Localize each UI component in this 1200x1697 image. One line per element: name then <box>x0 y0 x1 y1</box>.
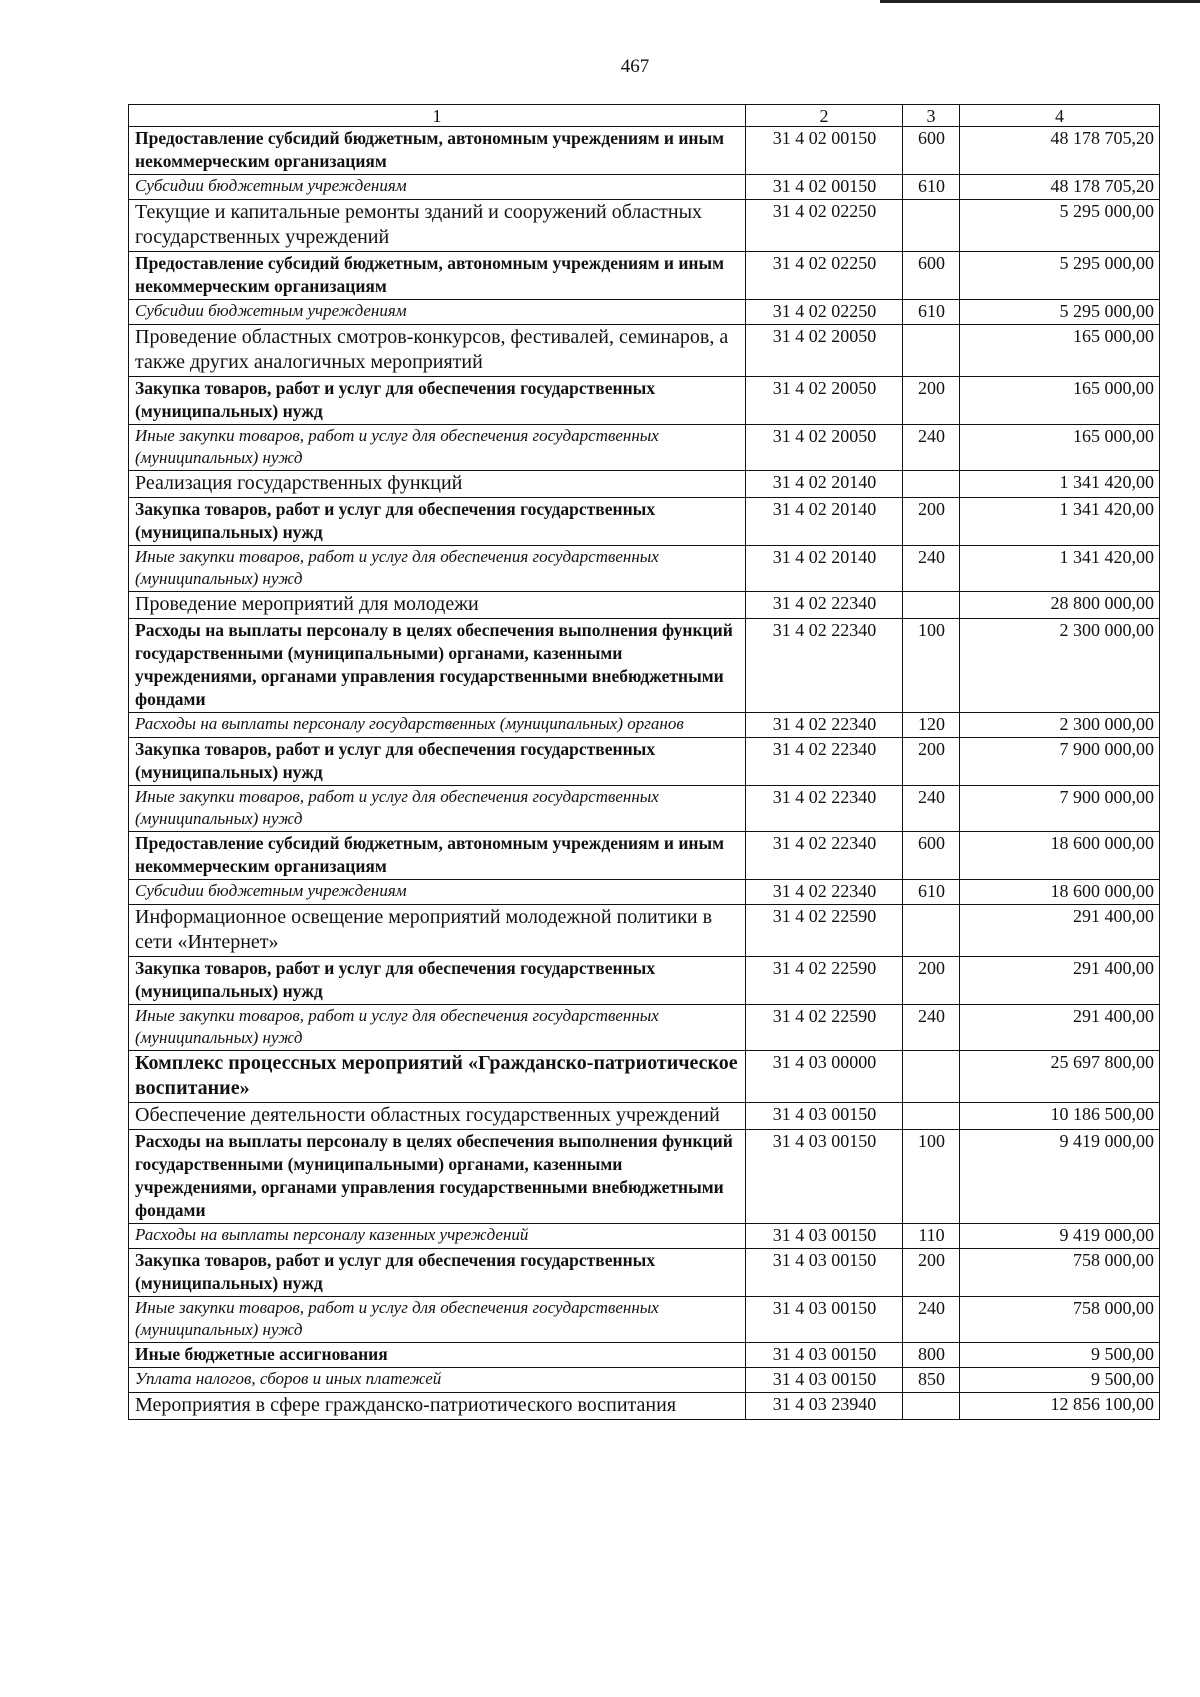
cell-target-article-code: 31 4 02 22590 <box>746 1005 903 1051</box>
table-row <box>129 832 1160 880</box>
table-row <box>129 619 1160 713</box>
cell-amount: 291 400,00 <box>960 905 1160 957</box>
cell-target-article-code: 31 4 02 22340 <box>746 738 903 786</box>
table-row <box>129 1368 1160 1393</box>
cell-expense-type: 850 <box>903 1368 960 1393</box>
cell-target-article-code: 31 4 03 00000 <box>746 1051 903 1103</box>
cell-expense-type: 100 <box>903 619 960 713</box>
cell-expense-type: 200 <box>903 1249 960 1297</box>
cell-amount: 2 300 000,00 <box>960 713 1160 738</box>
table-body <box>129 127 1160 1420</box>
table-row <box>129 713 1160 738</box>
cell-target-article-code: 31 4 03 00150 <box>746 1224 903 1249</box>
cell-amount: 48 178 705,20 <box>960 127 1160 175</box>
cell-description: Закупка товаров, работ и услуг для обеспечения государственных (муниципальных) нужд <box>129 498 746 546</box>
cell-description: Закупка товаров, работ и услуг для обеспечения государственных (муниципальных) нужд <box>129 1249 746 1297</box>
cell-amount: 5 295 000,00 <box>960 200 1160 252</box>
column-header-type: 3 <box>903 105 960 127</box>
cell-target-article-code: 31 4 02 02250 <box>746 252 903 300</box>
cell-expense-type: 200 <box>903 377 960 425</box>
budget-table <box>128 104 1160 1420</box>
cell-expense-type: 200 <box>903 957 960 1005</box>
cell-description: Проведение мероприятий для молодежи <box>129 592 746 619</box>
cell-expense-type: 600 <box>903 832 960 880</box>
cell-amount: 1 341 420,00 <box>960 471 1160 498</box>
cell-description: Информационное освещение мероприятий молодежной политики в сети «Интернет» <box>129 905 746 957</box>
cell-target-article-code: 31 4 02 22590 <box>746 905 903 957</box>
cell-description: Расходы на выплаты персоналу в целях обеспечения выполнения функций государственными (муниципальными) органами, казенными учреждениями, органами управления государственными внебюджетными фондами <box>129 1130 746 1224</box>
cell-expense-type: 240 <box>903 546 960 592</box>
cell-amount: 165 000,00 <box>960 377 1160 425</box>
cell-target-article-code: 31 4 03 00150 <box>746 1249 903 1297</box>
cell-expense-type <box>903 471 960 498</box>
table-header-row <box>129 105 1160 127</box>
cell-description: Субсидии бюджетным учреждениям <box>129 300 746 325</box>
table-row <box>129 1224 1160 1249</box>
cell-amount: 10 186 500,00 <box>960 1103 1160 1130</box>
table-row <box>129 127 1160 175</box>
cell-target-article-code: 31 4 02 22340 <box>746 832 903 880</box>
column-header-code: 2 <box>746 105 903 127</box>
cell-expense-type: 610 <box>903 175 960 200</box>
table-row <box>129 546 1160 592</box>
table-row <box>129 1393 1160 1420</box>
table-row <box>129 1130 1160 1224</box>
cell-target-article-code: 31 4 02 02250 <box>746 200 903 252</box>
table-row <box>129 786 1160 832</box>
cell-target-article-code: 31 4 02 02250 <box>746 300 903 325</box>
cell-description: Субсидии бюджетным учреждениям <box>129 175 746 200</box>
cell-expense-type: 120 <box>903 713 960 738</box>
cell-description: Иные бюджетные ассигнования <box>129 1343 746 1368</box>
cell-amount: 28 800 000,00 <box>960 592 1160 619</box>
table-row <box>129 592 1160 619</box>
cell-amount: 25 697 800,00 <box>960 1051 1160 1103</box>
cell-amount: 12 856 100,00 <box>960 1393 1160 1420</box>
cell-description: Иные закупки товаров, работ и услуг для обеспечения государственных (муниципальных) нужд <box>129 1297 746 1343</box>
table-row <box>129 252 1160 300</box>
cell-target-article-code: 31 4 02 22340 <box>746 880 903 905</box>
cell-target-article-code: 31 4 02 22340 <box>746 592 903 619</box>
cell-amount: 9 500,00 <box>960 1368 1160 1393</box>
cell-target-article-code: 31 4 03 00150 <box>746 1297 903 1343</box>
cell-expense-type <box>903 592 960 619</box>
cell-target-article-code: 31 4 02 22340 <box>746 619 903 713</box>
cell-expense-type <box>903 1393 960 1420</box>
cell-expense-type: 110 <box>903 1224 960 1249</box>
cell-amount: 758 000,00 <box>960 1249 1160 1297</box>
column-header-sum: 4 <box>960 105 1160 127</box>
cell-target-article-code: 31 4 02 20050 <box>746 377 903 425</box>
cell-description: Мероприятия в сфере гражданско-патриотического воспитания <box>129 1393 746 1420</box>
table-row <box>129 425 1160 471</box>
cell-description: Иные закупки товаров, работ и услуг для обеспечения государственных (муниципальных) нужд <box>129 1005 746 1051</box>
cell-target-article-code: 31 4 03 00150 <box>746 1103 903 1130</box>
cell-description: Закупка товаров, работ и услуг для обеспечения государственных (муниципальных) нужд <box>129 377 746 425</box>
table-row <box>129 471 1160 498</box>
cell-expense-type: 610 <box>903 300 960 325</box>
cell-target-article-code: 31 4 02 20140 <box>746 498 903 546</box>
table-row <box>129 1343 1160 1368</box>
cell-description: Иные закупки товаров, работ и услуг для обеспечения государственных (муниципальных) нужд <box>129 546 746 592</box>
cell-expense-type <box>903 325 960 377</box>
cell-expense-type: 240 <box>903 1005 960 1051</box>
cell-expense-type: 200 <box>903 498 960 546</box>
cell-description: Иные закупки товаров, работ и услуг для обеспечения государственных (муниципальных) нужд <box>129 425 746 471</box>
cell-target-article-code: 31 4 02 22340 <box>746 786 903 832</box>
cell-description: Обеспечение деятельности областных государственных учреждений <box>129 1103 746 1130</box>
cell-amount: 5 295 000,00 <box>960 300 1160 325</box>
table-row <box>129 1297 1160 1343</box>
cell-target-article-code: 31 4 03 23940 <box>746 1393 903 1420</box>
table-row <box>129 325 1160 377</box>
page-number: 467 <box>620 56 650 77</box>
cell-amount: 291 400,00 <box>960 957 1160 1005</box>
cell-expense-type: 600 <box>903 127 960 175</box>
table-row <box>129 175 1160 200</box>
table-row <box>129 377 1160 425</box>
cell-amount: 2 300 000,00 <box>960 619 1160 713</box>
cell-amount: 1 341 420,00 <box>960 498 1160 546</box>
top-edge-rule <box>880 0 1200 3</box>
table-row <box>129 1103 1160 1130</box>
table-row <box>129 1051 1160 1103</box>
table-row <box>129 1005 1160 1051</box>
cell-target-article-code: 31 4 03 00150 <box>746 1130 903 1224</box>
cell-description: Уплата налогов, сборов и иных платежей <box>129 1368 746 1393</box>
cell-description: Закупка товаров, работ и услуг для обеспечения государственных (муниципальных) нужд <box>129 957 746 1005</box>
cell-amount: 18 600 000,00 <box>960 832 1160 880</box>
cell-description: Комплекс процессных мероприятий «Гражданско-патриотическое воспитание» <box>129 1051 746 1103</box>
cell-description: Субсидии бюджетным учреждениям <box>129 880 746 905</box>
table-row <box>129 880 1160 905</box>
cell-amount: 165 000,00 <box>960 325 1160 377</box>
column-header-name: 1 <box>129 105 746 127</box>
cell-expense-type: 240 <box>903 786 960 832</box>
cell-target-article-code: 31 4 02 20050 <box>746 325 903 377</box>
cell-expense-type: 200 <box>903 738 960 786</box>
cell-amount: 9 419 000,00 <box>960 1224 1160 1249</box>
cell-target-article-code: 31 4 02 00150 <box>746 175 903 200</box>
table-row <box>129 200 1160 252</box>
cell-expense-type <box>903 200 960 252</box>
table-row <box>129 498 1160 546</box>
cell-target-article-code: 31 4 02 22590 <box>746 957 903 1005</box>
cell-description: Закупка товаров, работ и услуг для обеспечения государственных (муниципальных) нужд <box>129 738 746 786</box>
cell-description: Предоставление субсидий бюджетным, автономным учреждениям и иным некоммерческим организациям <box>129 832 746 880</box>
cell-amount: 18 600 000,00 <box>960 880 1160 905</box>
cell-description: Иные закупки товаров, работ и услуг для обеспечения государственных (муниципальных) нужд <box>129 786 746 832</box>
cell-expense-type: 600 <box>903 252 960 300</box>
cell-target-article-code: 31 4 02 22340 <box>746 713 903 738</box>
cell-description: Предоставление субсидий бюджетным, автономным учреждениям и иным некоммерческим организациям <box>129 127 746 175</box>
cell-amount: 5 295 000,00 <box>960 252 1160 300</box>
cell-amount: 7 900 000,00 <box>960 786 1160 832</box>
cell-amount: 165 000,00 <box>960 425 1160 471</box>
table-row <box>129 1249 1160 1297</box>
cell-description: Расходы на выплаты персоналу государственных (муниципальных) органов <box>129 713 746 738</box>
cell-description: Расходы на выплаты персоналу в целях обеспечения выполнения функций государственными (муниципальными) органами, казенными учреждениями, органами управления государственными внебюджетными фондами <box>129 619 746 713</box>
cell-description: Расходы на выплаты персоналу казенных учреждений <box>129 1224 746 1249</box>
cell-amount: 9 419 000,00 <box>960 1130 1160 1224</box>
cell-target-article-code: 31 4 03 00150 <box>746 1368 903 1393</box>
cell-expense-type <box>903 1051 960 1103</box>
cell-description: Проведение областных смотров-конкурсов, фестивалей, семинаров, а также других аналогичных мероприятий <box>129 325 746 377</box>
cell-amount: 291 400,00 <box>960 1005 1160 1051</box>
table-row <box>129 300 1160 325</box>
cell-expense-type: 100 <box>903 1130 960 1224</box>
cell-expense-type <box>903 905 960 957</box>
cell-target-article-code: 31 4 02 00150 <box>746 127 903 175</box>
table-row <box>129 738 1160 786</box>
cell-description: Реализация государственных функций <box>129 471 746 498</box>
cell-amount: 1 341 420,00 <box>960 546 1160 592</box>
cell-amount: 7 900 000,00 <box>960 738 1160 786</box>
cell-description: Текущие и капитальные ремонты зданий и сооружений областных государственных учреждений <box>129 200 746 252</box>
cell-amount: 758 000,00 <box>960 1297 1160 1343</box>
cell-expense-type: 610 <box>903 880 960 905</box>
cell-description: Предоставление субсидий бюджетным, автономным учреждениям и иным некоммерческим организациям <box>129 252 746 300</box>
cell-amount: 9 500,00 <box>960 1343 1160 1368</box>
cell-expense-type: 240 <box>903 1297 960 1343</box>
cell-expense-type: 240 <box>903 425 960 471</box>
cell-target-article-code: 31 4 03 00150 <box>746 1343 903 1368</box>
table-row <box>129 905 1160 957</box>
table-row <box>129 957 1160 1005</box>
cell-expense-type: 800 <box>903 1343 960 1368</box>
cell-expense-type <box>903 1103 960 1130</box>
cell-target-article-code: 31 4 02 20140 <box>746 471 903 498</box>
cell-target-article-code: 31 4 02 20050 <box>746 425 903 471</box>
cell-amount: 48 178 705,20 <box>960 175 1160 200</box>
cell-target-article-code: 31 4 02 20140 <box>746 546 903 592</box>
